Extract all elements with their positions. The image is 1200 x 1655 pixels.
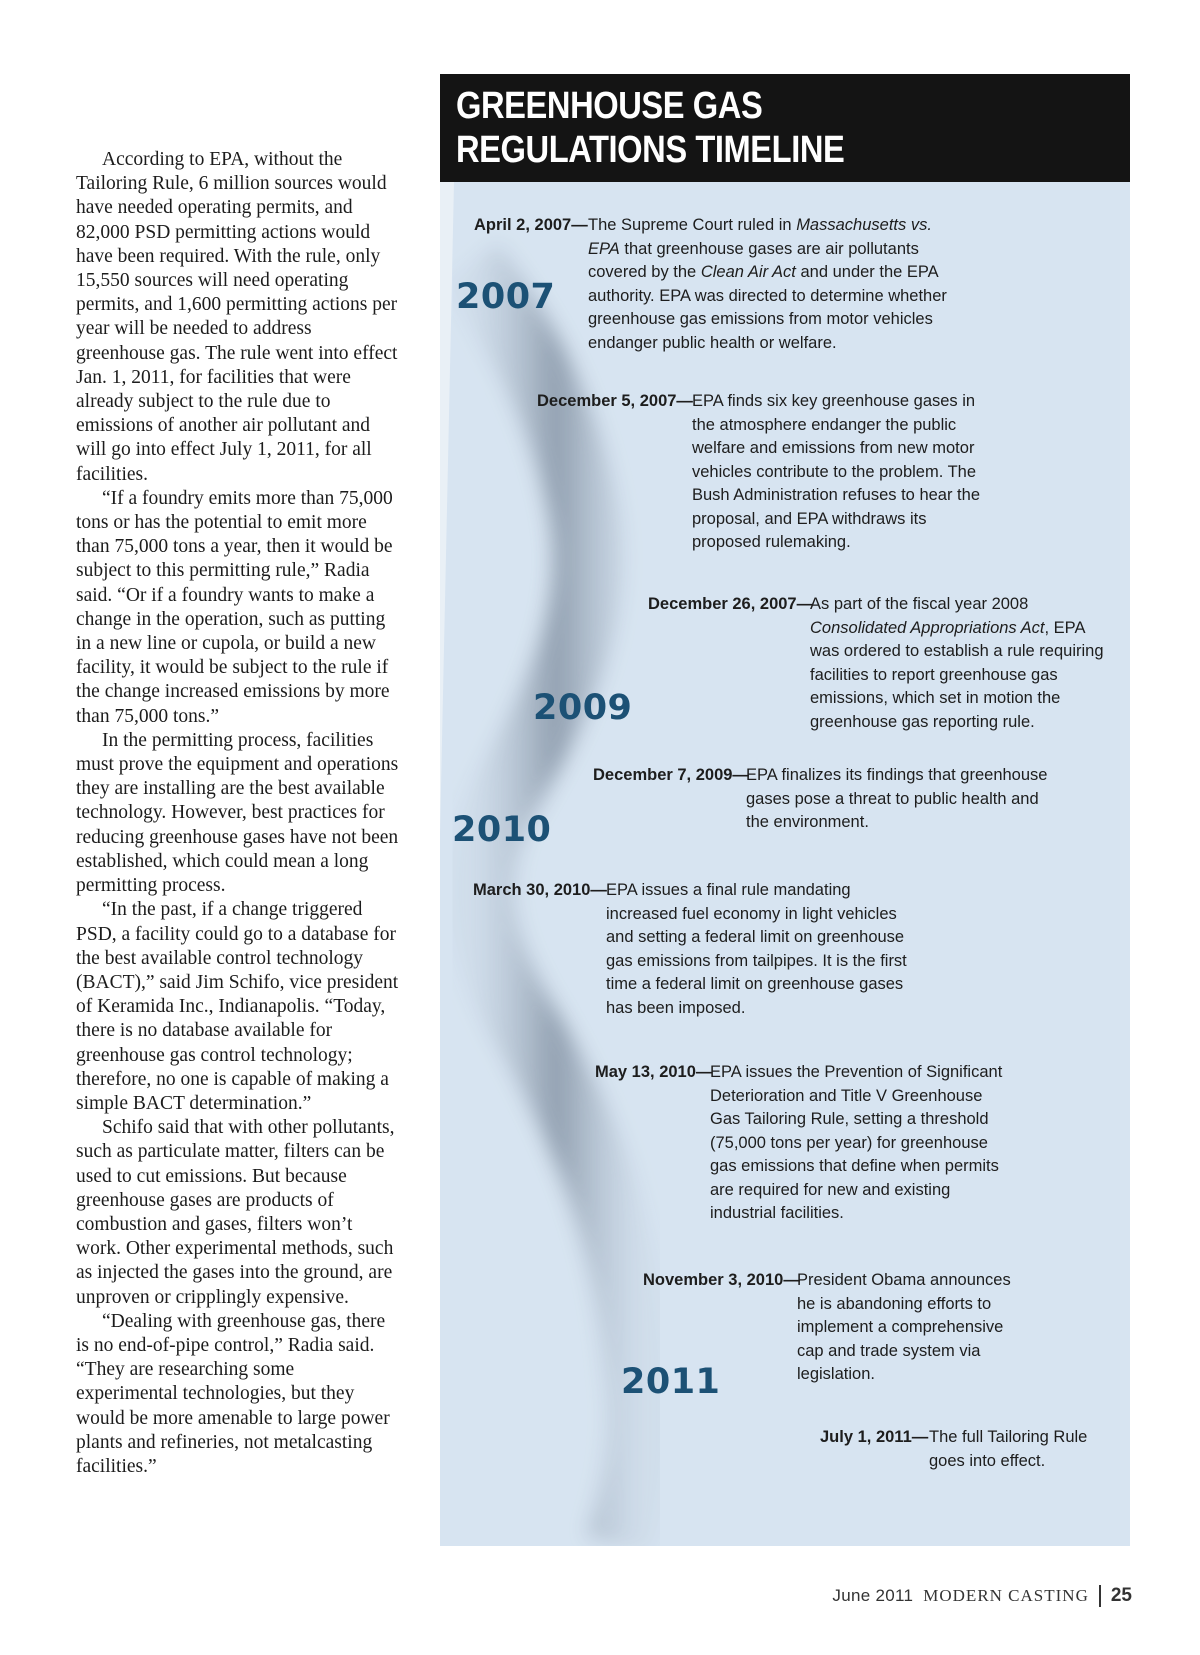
sidebar-header — [440, 74, 1130, 182]
entry-date: December 7, 2009— — [593, 766, 749, 784]
year-label: 2011 — [621, 1362, 721, 1402]
article-paragraph: Schifo said that with other pollutants, such as particulate matter, filters can be used to cut emissions. But because greenhouse gases are products of combustion and gases, filters won’t work. Other experimental methods, such as injected the gases into the ground, are unproven or cripplingly expensive. — [76, 1117, 395, 1308]
timeline-sidebar — [440, 74, 1130, 1546]
entry-date: March 30, 2010— — [473, 881, 607, 899]
article-paragraph: “In the past, if a change triggered PSD, a facility could go to a database for the best available control technology (BACT),” said Jim Schifo, vice president of Keramida Inc., Indianapolis. “Today, there is no database available for greenhouse gas control technology; therefore, no one is capable of making a simple BACT determination.” — [76, 899, 399, 1114]
entry-date: December 26, 2007— — [648, 595, 814, 613]
article-paragraph: “If a foundry emits more than 75,000 tons or has the potential to emit more than 75,000 tons a year, then it would be subject to this permitting rule,” Radia said. “Or if a foundry wants to make a change in the operation, such as putting in a new line or cupola, or build a new facility, it would be subject to the rule if the change increased emissions by more than 75,000 tons.” — [76, 487, 393, 727]
entry-text: EPA issues a final rule mandating increased fuel economy in light vehicles and setting a federal limit on greenhouse gas emissions from tailpipes. It is the first time a federal limit on greenhouse gases has been imposed. — [606, 881, 907, 1017]
article-paragraph: “Dealing with greenhouse gas, there is no end-of-pipe control,” Radia said. “They are researching some experimental technologies, but they would be more amenable to large power plants and refineries, not metalcasting facilities.” — [76, 1310, 390, 1477]
entry-text: The Supreme Court ruled in Massachusetts vs. EPA that greenhouse gases are air pollutants covered by the Clean Air Act and under the EPA authority. EPA was directed to determine whether greenhouse gas emissions from motor vehicles endanger public health or welfare. — [588, 216, 947, 352]
magazine-name: MODERN CASTING — [923, 1586, 1089, 1605]
page-footer — [832, 1585, 1132, 1607]
entry-date: December 5, 2007— — [537, 392, 693, 410]
entry-text: EPA finds six key greenhouse gases in the atmosphere endanger the public welfare and emissions from new motor vehicles contribute to the problem. The Bush Administration refuses to hear the proposal, and EPA withdraws its proposed rulemaking. — [692, 392, 980, 551]
entry-text: EPA issues the Prevention of Significant Deterioration and Title V Greenhouse Gas Tailoring Rule, setting a threshold (75,000 tons per year) for greenhouse gas emissions that define when permits are required for new and existing industrial facilities. — [710, 1063, 1003, 1222]
entry-text: President Obama announces he is abandoning efforts to implement a comprehensive cap and trade system via legislation. — [797, 1271, 1011, 1383]
year-label: 2009 — [533, 688, 633, 728]
article-column — [76, 148, 400, 1479]
entry-date: November 3, 2010— — [643, 1271, 800, 1289]
page-number: 25 — [1110, 1585, 1132, 1606]
entry-date: April 2, 2007— — [474, 216, 588, 234]
article-paragraph: In the permitting process, facilities must prove the equipment and operations they are installing are the best available technology. However, best practices for reducing greenhouse gases have not been established, which could mean a long permitting process. — [76, 729, 399, 897]
year-label: 2010 — [452, 810, 552, 850]
footer-divider — [1099, 1585, 1101, 1607]
entry-date: May 13, 2010— — [595, 1063, 713, 1081]
entry-text: The full Tailoring Rule goes into effect. — [929, 1428, 1088, 1470]
sidebar-title: GREENHOUSE GAS REGULATIONS TIMELINE — [456, 85, 845, 171]
year-label: 2007 — [456, 277, 556, 317]
entry-text: EPA finalizes its findings that greenhouse gases pose a threat to public health and the environment. — [746, 766, 1048, 831]
article-paragraph: According to EPA, without the Tailoring Rule, 6 million sources would have needed operating permits, and 82,000 PSD permitting actions would have been required. With the rule, only 15,550 sources will need operating permits, and 1,600 permitting actions per year will be needed to address greenhouse gas. The rule went into effect Jan. 1, 2011, for facilities that were already subject to the rule due to emissions of another air pollutant and will go into effect July 1, 2011, for all facilities. — [76, 149, 398, 485]
entry-text: As part of the fiscal year 2008 Consolidated Appropriations Act, EPA was ordered to establish a rule requiring facilities to report greenhouse gas emissions, which set in motion the greenhouse gas reporting rule. — [810, 595, 1104, 731]
issue-date: June 2011 — [832, 1586, 914, 1605]
entry-date: July 1, 2011— — [820, 1428, 929, 1446]
